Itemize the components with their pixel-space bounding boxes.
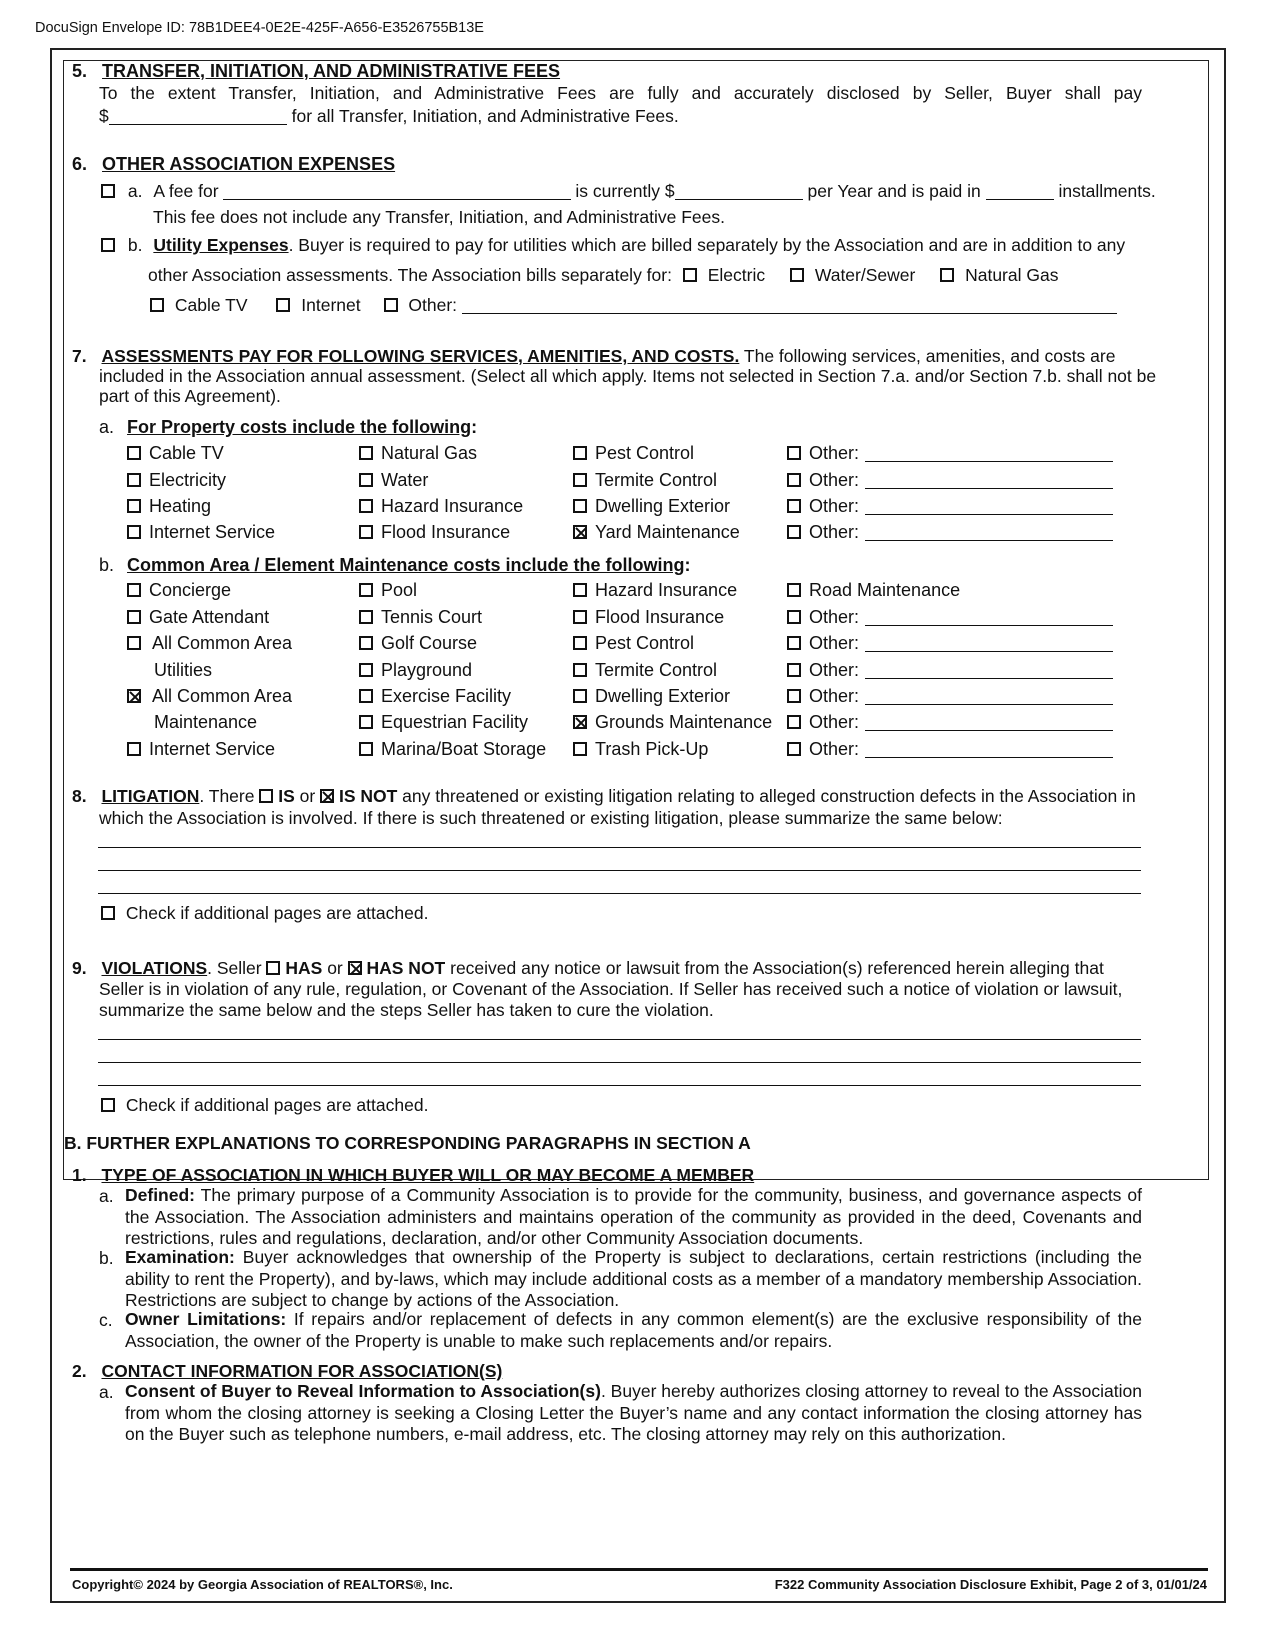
s6a-fee-for: A fee for [153, 181, 219, 201]
common-gate-attendant-label: Gate Attendant [149, 607, 270, 627]
utility-water-sewer-label: Water/Sewer [814, 265, 916, 285]
s6b-text2: other Association assessments. The Association bills separately for: [148, 265, 672, 285]
litigation-summary-line-1[interactable] [98, 847, 1141, 848]
common-termite-control-label: Termite Control [595, 660, 718, 680]
b1a-label: a. [99, 1186, 114, 1206]
violation-summary-line-2[interactable] [98, 1062, 1141, 1063]
b1-heading [72, 1164, 754, 1186]
common-other-4-checkbox[interactable] [787, 689, 801, 703]
b1a-term: Defined: [125, 1185, 195, 1205]
section-b-heading: B. FURTHER EXPLANATIONS TO CORRESPONDING PARAGRAPHS IN SECTION A [64, 1133, 751, 1153]
prop-other-2 [787, 469, 1113, 491]
s8-or: or [299, 786, 316, 806]
utility-cable-tv-checkbox[interactable] [150, 298, 164, 312]
prop-cable-tv [127, 442, 224, 464]
common-equestrian-facility-label: Equestrian Facility [381, 712, 529, 732]
common-flood-insurance [573, 606, 724, 628]
s6b-title: Utility Expenses [153, 235, 289, 255]
common-other-3-field[interactable] [865, 661, 1113, 679]
s6b-row1 [101, 234, 1125, 256]
s7a-colon: : [471, 417, 478, 437]
utility-internet-label: Internet [301, 295, 361, 315]
common-grounds-maintenance-checkbox[interactable] [573, 715, 587, 729]
common-flood-insurance-checkbox[interactable] [573, 610, 587, 624]
common-flood-insurance-label: Flood Insurance [595, 607, 725, 627]
b2-number: 2. [72, 1361, 87, 1381]
b2a-term: Consent of Buyer to Reveal Information to Association(s) [125, 1381, 601, 1401]
s5-heading [72, 60, 560, 82]
s7-intro3: part of this Agreement). [99, 386, 281, 406]
s8-title: LITIGATION [101, 786, 200, 806]
common-equestrian-facility [359, 711, 528, 733]
s6a-note: This fee does not include any Transfer, Initiation, and Administrative Fees. [153, 207, 725, 227]
prop-cable-tv-checkbox[interactable] [127, 446, 141, 460]
common-exercise-facility [359, 685, 511, 707]
common-all-common-area-utilities-label2: Utilities [154, 660, 213, 680]
common-termite-control [573, 659, 717, 681]
common-all-common-area-maintenance-label1: All Common Area [152, 686, 293, 706]
b2-heading [72, 1360, 502, 1382]
s9-title: VIOLATIONS [101, 958, 208, 978]
b1c-term: Owner Limitations: [125, 1309, 287, 1329]
s6a-checkbox[interactable] [101, 184, 115, 198]
prop-natural-gas-label: Natural Gas [381, 443, 478, 463]
s6b-row3 [150, 294, 1117, 316]
common-other-6-label: Other: [809, 739, 860, 759]
s6-number: 6. [72, 154, 88, 174]
common-grounds-maintenance-label: Grounds Maintenance [595, 712, 773, 732]
s6a-amount-field[interactable] [675, 182, 803, 200]
common-marina-boat-storage [359, 738, 546, 760]
s5-line1: To the extent Transfer, Initiation, and Administrative Fees are fully and accurately disclosed by Seller, Buyer shall pay [99, 83, 1142, 103]
violations-has-label: HAS [285, 958, 323, 978]
common-dwelling-exterior-label: Dwelling Exterior [595, 686, 731, 706]
violation-summary-line-1[interactable] [98, 1039, 1141, 1040]
s9-or: or [327, 958, 343, 978]
common-gate-attendant [127, 606, 269, 628]
b1c-text: If repairs and/or replacement of defects in any common element(s) are the exclusive responsibility of the Association, the owner of the Property is unable to make such replacements and/or repairs. [125, 1309, 1142, 1351]
s7b-title: Common Area / Element Maintenance costs include the following [127, 555, 685, 575]
s6a-currently: is currently $ [575, 181, 675, 201]
s8-number: 8. [72, 786, 87, 806]
common-other-5 [787, 711, 1113, 733]
utility-natural-gas-label: Natural Gas [965, 265, 1059, 285]
common-marina-boat-storage-label: Marina/Boat Storage [381, 739, 547, 759]
common-pest-control [573, 632, 694, 654]
violations-has-checkbox[interactable] [266, 961, 280, 975]
common-pool [359, 579, 417, 601]
prop-natural-gas-checkbox[interactable] [359, 446, 373, 460]
b2a-text: . Buyer hereby authorizes closing attorney to reveal to the Association from whom the closing attorney is seeking a Closing Letter the Buyer’s name and any contact information the closing attorney has on the Buyer such as telephone numbers, e-mail address, etc. The closing attorney may rely on this authorization. [125, 1381, 1142, 1444]
s5-number: 5. [72, 61, 88, 81]
common-concierge-checkbox[interactable] [127, 583, 141, 597]
common-pest-control-label: Pest Control [595, 633, 695, 653]
common-all-common-area-utilities-checkbox[interactable] [127, 636, 141, 650]
prop-other-4-label: Other: [809, 522, 860, 542]
common-internet-service-checkbox[interactable] [127, 742, 141, 756]
common-gate-attendant-checkbox[interactable] [127, 610, 141, 624]
common-playground-label: Playground [381, 660, 473, 680]
s9-text3: summarize the same below and the steps Seller has taken to cure the violation. [99, 1000, 714, 1020]
s7-intro2: included in the Association annual assessment. (Select all which apply. Items not selected in Section 7.a. and/or Section 7.b. shall not be [99, 366, 1157, 386]
s6a-installments-field[interactable] [986, 182, 1054, 200]
common-golf-course [359, 632, 477, 654]
prop-other-3-label: Other: [809, 496, 860, 516]
common-hazard-insurance-checkbox[interactable] [573, 583, 587, 597]
utility-cable-tv-label: Cable TV [174, 295, 248, 315]
common-pest-control-checkbox[interactable] [573, 636, 587, 650]
s8-text1b: any threatened or existing litigation relating to alleged construction defects in the Association in [402, 786, 1136, 806]
s7-number: 7. [72, 346, 87, 366]
common-dwelling-exterior-checkbox[interactable] [573, 689, 587, 703]
footer-copyright: Copyright© 2024 by Georgia Association of REALTORS®, Inc. [72, 1577, 453, 1592]
utility-internet-checkbox[interactable] [276, 298, 290, 312]
utility-natural-gas-checkbox[interactable] [940, 268, 954, 282]
common-golf-course-checkbox[interactable] [359, 636, 373, 650]
common-other-3 [787, 659, 1113, 681]
s8-attach-row [101, 902, 428, 924]
common-trash-pick-up [573, 738, 708, 760]
b1a-text: The primary purpose of a Community Association is to provide for the community, business, and governance aspects of the Association. The Association administers and maintains operation of the community as provided in the deed, Covenants and restrictions, rules and regulations, declaration, and/or other Community Association documents. [125, 1185, 1142, 1248]
common-tennis-court [359, 606, 482, 628]
common-internet-service-label: Internet Service [149, 739, 276, 759]
prop-termite-control [573, 469, 717, 491]
utility-water-sewer-checkbox[interactable] [790, 268, 804, 282]
common-other-4-field[interactable] [865, 687, 1113, 705]
common-other-5-label: Other: [809, 712, 860, 732]
prop-other-3-field[interactable] [865, 497, 1113, 515]
footer-rule [70, 1568, 1208, 1571]
litigation-attach-checkbox[interactable] [101, 906, 115, 920]
s9-row1 [72, 957, 1104, 979]
s9-number: 9. [72, 958, 87, 978]
common-other-2-label: Other: [809, 633, 860, 653]
common-road-maintenance [787, 579, 960, 601]
common-trash-pick-up-label: Trash Pick-Up [595, 739, 709, 759]
common-playground-checkbox[interactable] [359, 663, 373, 677]
prop-flood-insurance-label: Flood Insurance [381, 522, 511, 542]
s6b-checkbox[interactable] [101, 238, 115, 252]
violations-has-not-checkbox[interactable] [348, 961, 362, 975]
prop-pest-control-checkbox[interactable] [573, 446, 587, 460]
common-other-1 [787, 606, 1113, 628]
prop-heating-label: Heating [149, 496, 212, 516]
prop-heating [127, 495, 211, 517]
s7-title: ASSESSMENTS PAY FOR FOLLOWING SERVICES, AMENITIES, AND COSTS. [101, 346, 740, 366]
b1b-label: b. [99, 1248, 114, 1268]
prop-other-4 [787, 521, 1113, 543]
violation-summary-line-3[interactable] [98, 1085, 1141, 1086]
prop-electricity [127, 469, 226, 491]
prop-water-checkbox[interactable] [359, 473, 373, 487]
b1c-label: c. [99, 1310, 113, 1330]
s8-attach-label: Check if additional pages are attached. [125, 903, 429, 923]
s6a-per-year: per Year and is paid in [807, 181, 981, 201]
s7a-label: a. [99, 417, 115, 437]
common-internet-service [127, 738, 275, 760]
violations-attach-checkbox[interactable] [101, 1098, 115, 1112]
s7b-label: b. [99, 555, 115, 575]
violations-has-not-label: HAS NOT [366, 958, 446, 978]
common-other-3-label: Other: [809, 660, 860, 680]
common-other-6-field[interactable] [865, 740, 1113, 758]
common-hazard-insurance-label: Hazard Insurance [595, 580, 738, 600]
prop-pest-control [573, 442, 694, 464]
common-other-4-label: Other: [809, 686, 860, 706]
common-pool-label: Pool [381, 580, 418, 600]
prop-water-label: Water [381, 470, 429, 490]
common-other-5-checkbox[interactable] [787, 715, 801, 729]
prop-yard-maintenance-label: Yard Maintenance [595, 522, 740, 542]
common-other-2-field[interactable] [865, 634, 1113, 652]
common-tennis-court-label: Tennis Court [381, 607, 483, 627]
b1b-paragraph [125, 1247, 1142, 1312]
common-concierge-label: Concierge [149, 580, 232, 600]
common-other-1-checkbox[interactable] [787, 610, 801, 624]
s7a-title: For Property costs include the following [127, 417, 472, 437]
common-exercise-facility-checkbox[interactable] [359, 689, 373, 703]
s7b-colon: : [684, 555, 691, 575]
prop-other-1-checkbox[interactable] [787, 446, 801, 460]
prop-internet-service-checkbox[interactable] [127, 525, 141, 539]
s6b-row2 [148, 264, 1058, 286]
prop-other-2-checkbox[interactable] [787, 473, 801, 487]
litigation-is-label: IS [278, 786, 295, 806]
s9-attach-row [101, 1094, 428, 1116]
s5-line2-tail: for all Transfer, Initiation, and Administrative Fees. [291, 106, 679, 126]
prop-internet-service-label: Internet Service [149, 522, 276, 542]
s9-attach-label: Check if additional pages are attached. [125, 1095, 429, 1115]
common-grounds-maintenance [573, 711, 772, 733]
common-other-4 [787, 685, 1113, 707]
common-road-maintenance-label: Road Maintenance [809, 580, 961, 600]
prop-dwelling-exterior-label: Dwelling Exterior [595, 496, 731, 516]
common-marina-boat-storage-checkbox[interactable] [359, 742, 373, 756]
s5-line2 [99, 105, 679, 127]
common-other-1-field[interactable] [865, 608, 1113, 626]
common-exercise-facility-label: Exercise Facility [381, 686, 512, 706]
prop-yard-maintenance [573, 521, 740, 543]
common-termite-control-checkbox[interactable] [573, 663, 587, 677]
prop-hazard-insurance-checkbox[interactable] [359, 499, 373, 513]
common-pool-checkbox[interactable] [359, 583, 373, 597]
b1a-paragraph [125, 1185, 1142, 1250]
prop-flood-insurance [359, 521, 510, 543]
common-other-6-checkbox[interactable] [787, 742, 801, 756]
common-other-3-checkbox[interactable] [787, 663, 801, 677]
prop-other-2-label: Other: [809, 470, 860, 490]
s6a-row [101, 180, 1156, 202]
prop-electricity-label: Electricity [149, 470, 227, 490]
b2a-paragraph [125, 1381, 1142, 1446]
prop-internet-service [127, 521, 275, 543]
utility-other-field[interactable] [462, 296, 1117, 314]
prop-cable-tv-label: Cable TV [149, 443, 224, 463]
s7b-heading [99, 554, 690, 576]
prop-other-3 [787, 495, 1113, 517]
common-tennis-court-checkbox[interactable] [359, 610, 373, 624]
prop-flood-insurance-checkbox[interactable] [359, 525, 373, 539]
common-all-common-area-utilities-label1: All Common Area [152, 633, 293, 653]
s6a-label: a. [127, 181, 143, 201]
prop-other-3-checkbox[interactable] [787, 499, 801, 513]
common-all-common-area-maintenance [127, 685, 292, 707]
common-all-common-area-maintenance-checkbox[interactable] [127, 689, 141, 703]
prop-hazard-insurance-label: Hazard Insurance [381, 496, 524, 516]
common-concierge [127, 579, 231, 601]
b1-title: TYPE OF ASSOCIATION IN WHICH BUYER WILL OR MAY BECOME A MEMBER [101, 1165, 755, 1185]
s6b-label: b. [127, 235, 143, 255]
prop-electricity-checkbox[interactable] [127, 473, 141, 487]
common-all-common-area-utilities [127, 632, 292, 654]
prop-other-2-field[interactable] [865, 471, 1113, 489]
utility-electric-label: Electric [707, 265, 766, 285]
s9-text1a: . Seller [207, 958, 262, 978]
litigation-summary-line-2[interactable] [98, 870, 1141, 871]
s9-text2: Seller is in violation of any rule, regulation, or Covenant of the Association. If Seller has received such a notice of violation or lawsuit, [99, 979, 1123, 999]
transfer-fee-field[interactable] [109, 107, 287, 125]
prop-dwelling-exterior-checkbox[interactable] [573, 499, 587, 513]
s7-intro1: The following services, amenities, and costs are [743, 346, 1116, 366]
common-hazard-insurance [573, 579, 737, 601]
s7a-heading [99, 416, 477, 438]
litigation-summary-line-3[interactable] [98, 893, 1141, 894]
b1b-text: Buyer acknowledges that ownership of the Property is subject to declarations, certain restrictions (including the ability to rent the Property), and by-laws, which may include additional costs as a member of a mandatory membership Association. Restrictions are subject to change by actions of the Association. [125, 1247, 1142, 1310]
prop-heating-checkbox[interactable] [127, 499, 141, 513]
prop-water [359, 469, 428, 491]
prop-other-1 [787, 442, 1113, 464]
s9-text1b: received any notice or lawsuit from the Association(s) referenced herein alleging that [450, 958, 1104, 978]
prop-dwelling-exterior [573, 495, 730, 517]
prop-pest-control-label: Pest Control [595, 443, 695, 463]
common-trash-pick-up-checkbox[interactable] [573, 742, 587, 756]
utility-other-checkbox[interactable] [384, 298, 398, 312]
common-dwelling-exterior [573, 685, 730, 707]
common-other-1-label: Other: [809, 607, 860, 627]
common-other-2 [787, 632, 1113, 654]
litigation-is-checkbox[interactable] [259, 789, 273, 803]
s6b-text1: . Buyer is required to pay for utilities which are billed separately by the Association and are in addition to any [288, 235, 1126, 255]
prop-termite-control-checkbox[interactable] [573, 473, 587, 487]
footer-form-id: F322 Community Association Disclosure Exhibit, Page 2 of 3, 01/01/24 [774, 1577, 1207, 1592]
prop-other-4-checkbox[interactable] [787, 525, 801, 539]
s7-heading [72, 345, 1115, 367]
b1-number: 1. [72, 1165, 87, 1185]
prop-other-4-field[interactable] [865, 523, 1113, 541]
common-equestrian-facility-checkbox[interactable] [359, 715, 373, 729]
utility-electric-checkbox[interactable] [683, 268, 697, 282]
s6a-installments: installments. [1058, 181, 1156, 201]
b1b-term: Examination: [125, 1247, 235, 1267]
utility-other-label: Other: [408, 295, 458, 315]
litigation-is-not-checkbox[interactable] [320, 789, 334, 803]
common-other-6 [787, 738, 1113, 760]
s5-title: TRANSFER, INITIATION, AND ADMINISTRATIVE FEES [102, 61, 561, 81]
s6-title: OTHER ASSOCIATION EXPENSES [102, 154, 396, 174]
prop-yard-maintenance-checkbox[interactable] [573, 525, 587, 539]
s6-heading [72, 153, 395, 175]
common-other-5-field[interactable] [865, 713, 1113, 731]
prop-natural-gas [359, 442, 477, 464]
s5-currency: $ [99, 106, 109, 126]
b2-title: CONTACT INFORMATION FOR ASSOCIATION(S) [101, 1361, 503, 1381]
prop-other-1-field[interactable] [865, 444, 1113, 462]
s6a-fee-description-field[interactable] [223, 182, 571, 200]
common-other-2-checkbox[interactable] [787, 636, 801, 650]
b2a-label: a. [99, 1382, 114, 1402]
prop-termite-control-label: Termite Control [595, 470, 718, 490]
b1c-paragraph [125, 1309, 1142, 1352]
envelope-id: DocuSign Envelope ID: 78B1DEE4-0E2E-425F-A656-E3526755B13E [35, 20, 484, 36]
s8-text1a: . There [199, 786, 255, 806]
common-road-maintenance-checkbox[interactable] [787, 583, 801, 597]
s8-text2: which the Association is involved. If there is such threatened or existing litigation, please summarize the same below: [99, 808, 1003, 828]
common-golf-course-label: Golf Course [381, 633, 478, 653]
prop-other-1-label: Other: [809, 443, 860, 463]
common-all-common-area-maintenance-label2: Maintenance [154, 712, 258, 732]
common-playground [359, 659, 472, 681]
prop-hazard-insurance [359, 495, 523, 517]
s8-row1 [72, 785, 1136, 807]
litigation-is-not-label: IS NOT [338, 786, 398, 806]
